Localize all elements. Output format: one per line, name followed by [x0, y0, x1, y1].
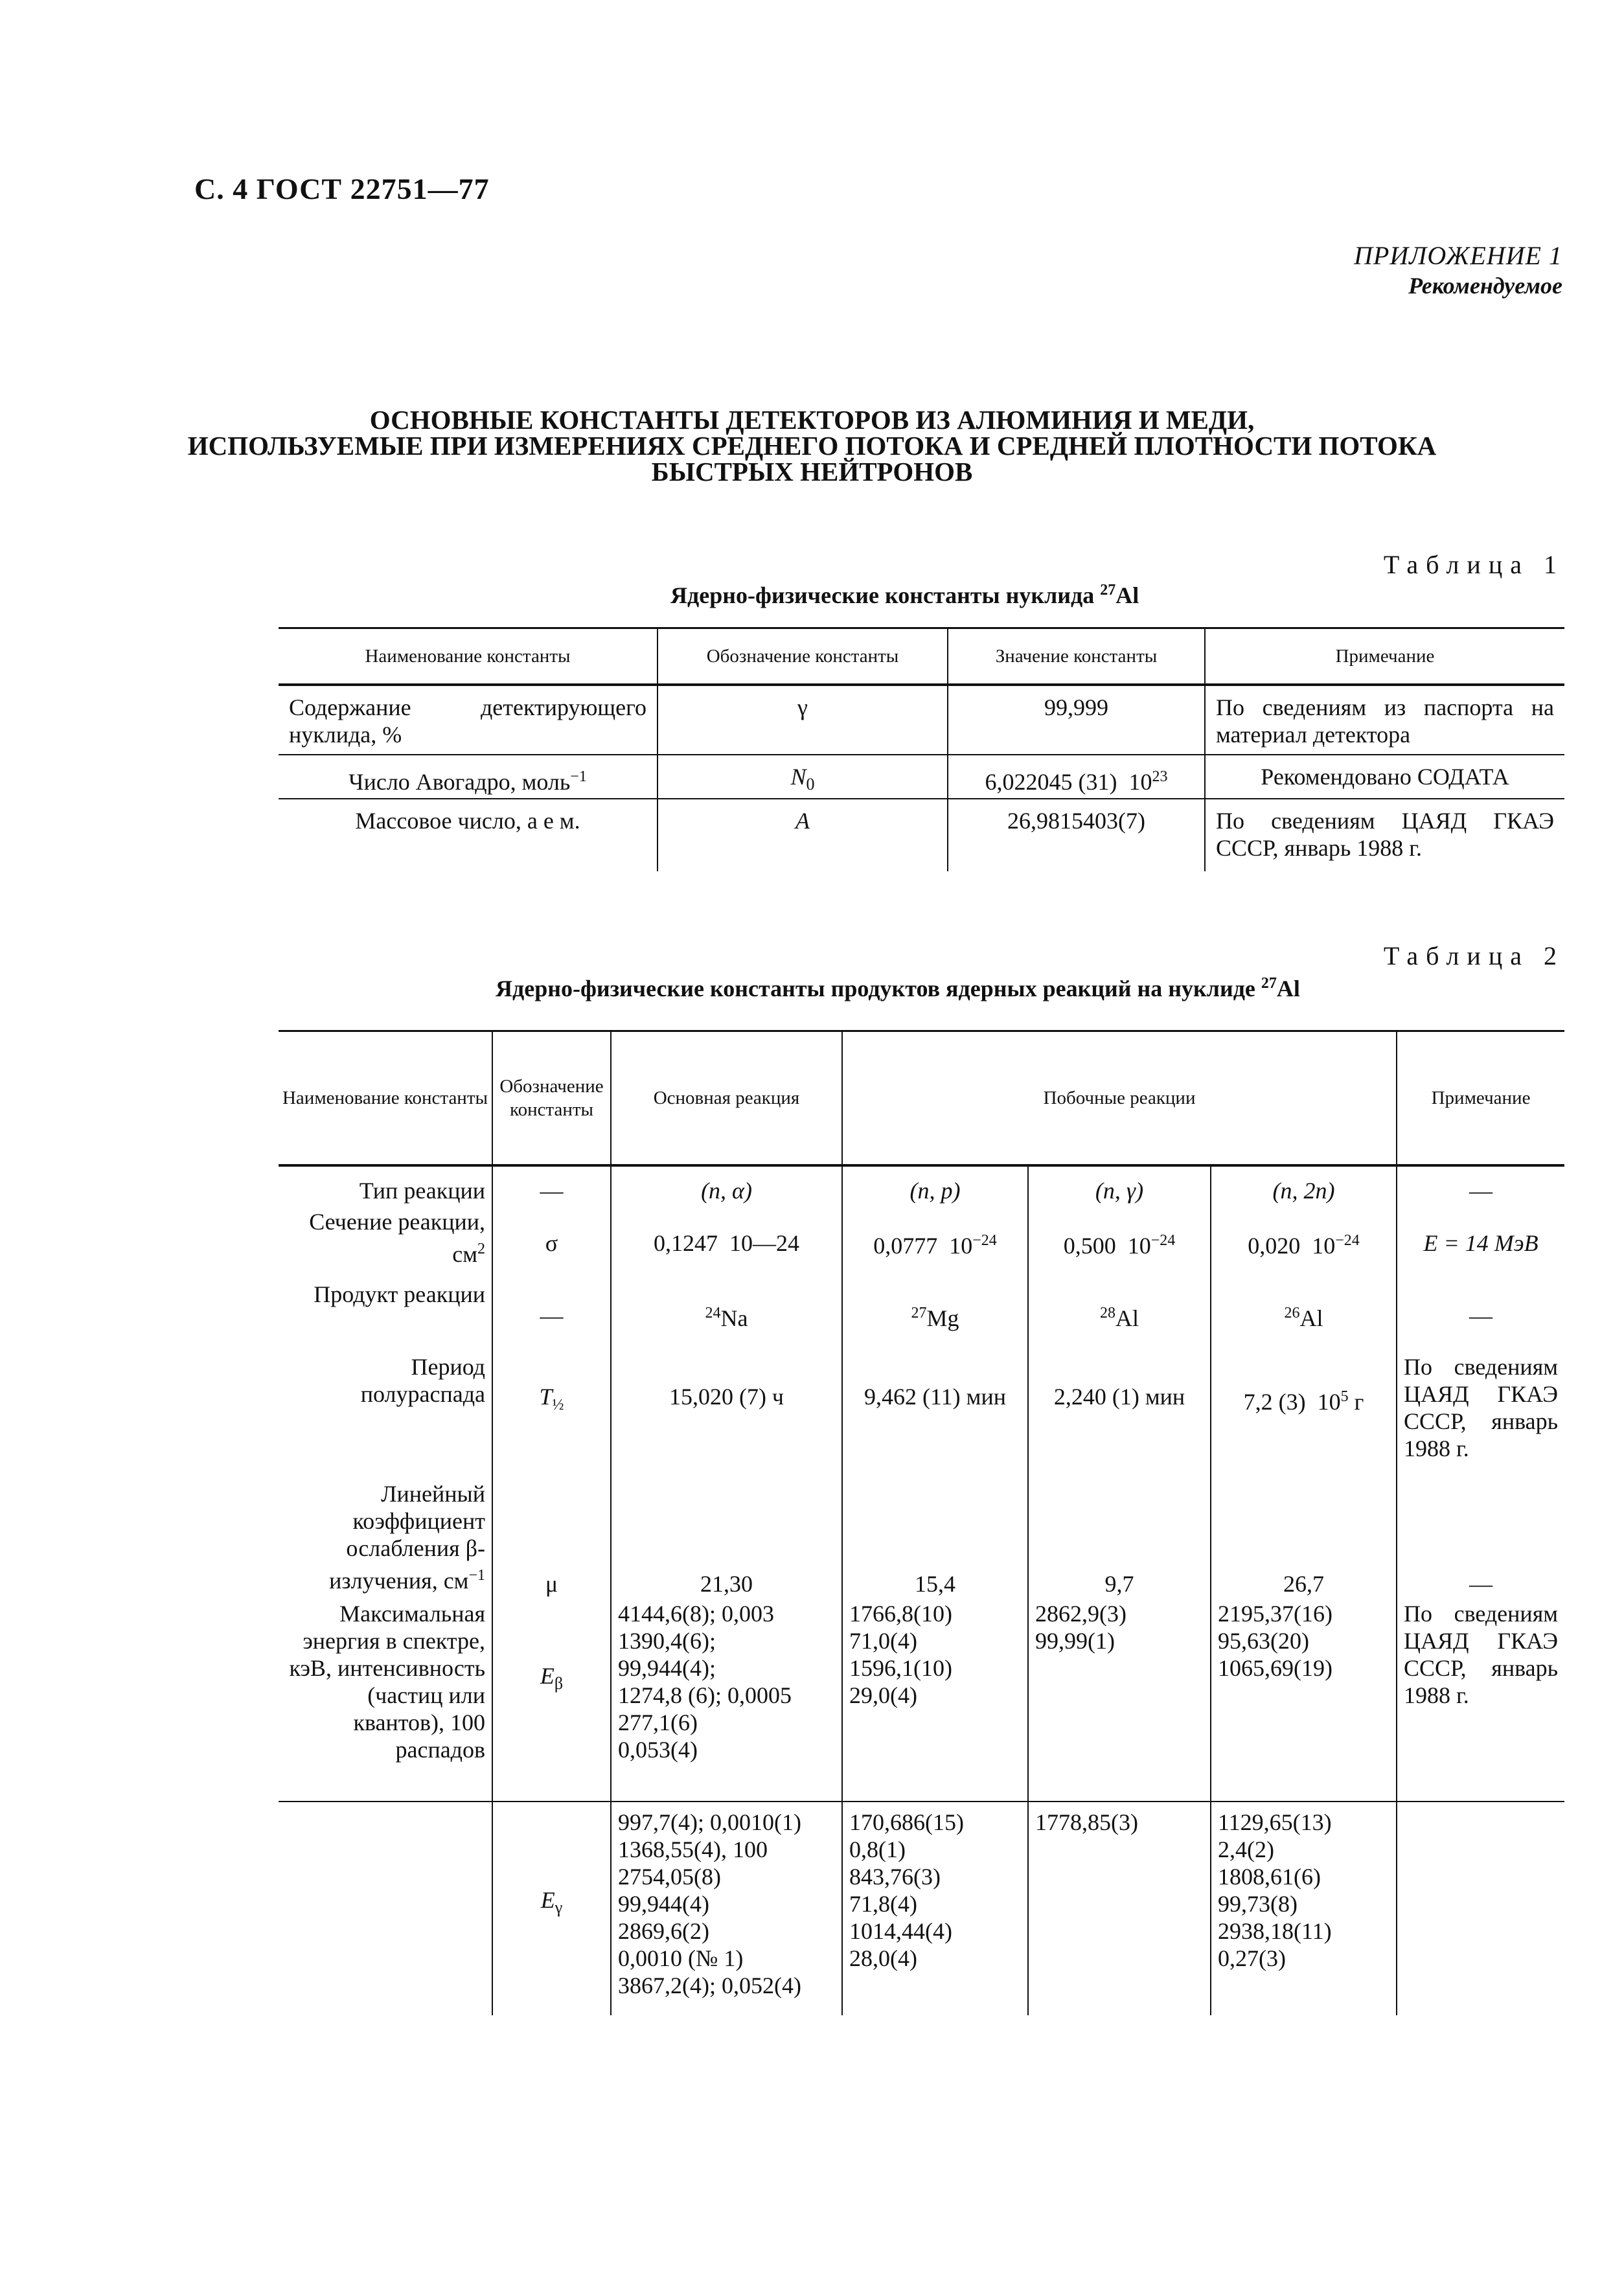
table2-header-note: Примечание	[1397, 1031, 1564, 1166]
table1-row2-symbol-sub: 0	[806, 775, 815, 794]
t2-gamma-symbol	[492, 1802, 611, 2015]
appendix-block	[1354, 241, 1562, 301]
t2-gamma-name-empty	[279, 1802, 492, 2015]
table1-row2-name-sup: −1	[570, 768, 587, 785]
t2-type-main: (n, α)	[611, 1165, 842, 1206]
list-item: 99,99(1)	[1035, 1628, 1115, 1654]
list-item: 95,63(20)	[1218, 1628, 1309, 1654]
t2-product-s1-mass: 27	[911, 1305, 927, 1322]
t2-atten-s3: 26,7	[1211, 1478, 1397, 1597]
t2-product-s3	[1211, 1278, 1397, 1351]
table-row	[279, 799, 1564, 871]
t2-xs-name-sup: 2	[477, 1241, 485, 1257]
table1-row2-symbol-text: N	[790, 764, 806, 790]
t2-xs-s3-text: 0,020 10	[1248, 1233, 1336, 1259]
table1-row2-name	[279, 755, 658, 799]
t2-halflife-s2: 2,240 (1) мин	[1028, 1351, 1211, 1478]
t2-gamma-main	[611, 1802, 842, 2015]
t2-xs-name-text: Сечение реакции, см	[309, 1209, 485, 1267]
t2-product-note: —	[1397, 1278, 1564, 1351]
t2-type-s2: (n, γ)	[1028, 1165, 1211, 1206]
table2-header-side: Побочные реакции	[842, 1031, 1397, 1166]
document-title	[0, 407, 1624, 485]
t2-atten-name-text: Линейный коэффициент ослабления β-излучения, см	[329, 1481, 485, 1594]
list-item: 71,8(4)	[849, 1891, 917, 1917]
list-item: 99,944(4);	[618, 1655, 716, 1681]
t2-beta-symbol-text: E	[540, 1663, 555, 1689]
t2-beta-symbol-sub: β	[554, 1674, 564, 1693]
t2-type-symbol: —	[492, 1165, 611, 1206]
t2-beta-main	[611, 1597, 842, 1802]
table2-header-main: Основная реакция	[611, 1031, 842, 1166]
list-item: 1065,69(19)	[1218, 1655, 1332, 1681]
list-item: 2938,18(11)	[1218, 1918, 1332, 1944]
t2-product-name: Продукт реакции	[314, 1281, 485, 1307]
list-item: 99,944(4)	[618, 1891, 709, 1917]
table1-row1-name: Содержание детектирующего нуклида, %	[279, 685, 658, 755]
table1-row2-value-text: 6,022045 (31) 10	[985, 769, 1152, 795]
list-item: 0,27(3)	[1218, 1945, 1286, 1971]
t2-atten-name	[279, 1478, 492, 1597]
t2-product-s1-el: Mg	[926, 1305, 959, 1331]
list-item: 1014,44(4)	[849, 1918, 952, 1944]
list-item: 2754,05(8)	[618, 1864, 721, 1890]
t2-xs-symbol: σ	[492, 1206, 611, 1278]
t2-type-s1: (n, p)	[842, 1165, 1028, 1206]
t2-xs-main-text: 0,1247 10—24	[654, 1230, 799, 1256]
title-line-1: ОСНОВНЫЕ КОНСТАНТЫ ДЕТЕКТОРОВ ИЗ АЛЮМИНИЯ И МЕДИ,	[369, 405, 1255, 435]
list-item: 2,4(2)	[1218, 1836, 1274, 1862]
list-item: 3867,2(4); 0,052(4)	[618, 1973, 801, 1998]
list-item: 2862,9(3)	[1035, 1601, 1127, 1627]
t2-beta-s1	[842, 1597, 1028, 1802]
t2-xs-note: E = 14 МэВ	[1397, 1206, 1564, 1278]
table1-row1-value: 99,999	[948, 685, 1205, 755]
t2-halflife-symbol-sub: ½	[552, 1397, 564, 1414]
list-item: 997,7(4); 0,0010(1)	[618, 1809, 801, 1835]
list-item: 0,0010 (№ 1)	[618, 1945, 744, 1971]
table1-row3-name: Массовое число, а е м.	[355, 808, 580, 834]
t2-xs-name	[279, 1206, 492, 1278]
title-line-3: БЫСТРЫХ НЕЙТРОНОВ	[651, 457, 973, 486]
t2-beta-s2	[1028, 1597, 1211, 1802]
t2-halflife-s3-sup: 5	[1340, 1388, 1349, 1405]
table1-header-value: Значение константы	[948, 628, 1205, 685]
t2-atten-symbol: μ	[492, 1478, 611, 1597]
t2-halflife-s3-unit: г	[1348, 1389, 1364, 1415]
list-item: 29,0(4)	[849, 1682, 917, 1708]
t2-xs-main	[611, 1206, 842, 1278]
list-item: 4144,6(8); 0,003	[618, 1601, 774, 1627]
table1-row1-symbol: γ	[658, 685, 948, 755]
t2-gamma-s3	[1211, 1802, 1397, 2015]
list-item: 1808,61(6)	[1218, 1864, 1321, 1890]
list-item: 71,0(4)	[849, 1628, 917, 1654]
appendix-note: Рекомендуемое	[1408, 273, 1562, 299]
table1-row3-symbol: A	[658, 799, 948, 871]
table1-header-note: Примечание	[1205, 628, 1564, 685]
t2-gamma-s2	[1028, 1802, 1211, 2015]
table1-header-symbol: Обозначение константы	[658, 628, 948, 685]
table-row	[279, 1206, 1564, 1278]
table2-label: Таблица 2	[1383, 941, 1564, 970]
t2-halflife-note: По сведениям ЦАЯД ГКАЭ СССР, январь 1988 г.	[1397, 1351, 1564, 1478]
list-item: 1129,65(13)	[1218, 1809, 1332, 1835]
table2-title	[496, 975, 1300, 1002]
t2-halflife-s1: 9,462 (11) мин	[842, 1351, 1028, 1478]
table1	[279, 627, 1564, 871]
t2-product-s2-mass: 28	[1100, 1305, 1115, 1322]
t2-xs-s1-exp: −24	[972, 1232, 997, 1249]
list-item: 0,8(1)	[849, 1836, 906, 1862]
list-item: 1368,55(4), 100	[618, 1836, 768, 1862]
table2-header-row	[279, 1031, 1564, 1166]
list-item: 28,0(4)	[849, 1945, 917, 1971]
t2-gamma-s1	[842, 1802, 1028, 2015]
t2-type-name: Тип реакции	[359, 1178, 485, 1204]
list-item: 99,73(8)	[1218, 1891, 1298, 1917]
t2-xs-s3	[1211, 1206, 1397, 1278]
t2-product-symbol: —	[492, 1278, 611, 1351]
table1-row3-note: По сведениям ЦАЯД ГКАЭ СССР, январь 1988 г.	[1205, 799, 1564, 871]
table1-row2-note: Рекомендовано СОДАТА	[1205, 755, 1564, 799]
t2-atten-s2: 9,7	[1028, 1478, 1211, 1597]
table-row	[279, 1165, 1564, 1206]
list-item: 170,686(15)	[849, 1809, 964, 1835]
t2-halflife-s3-text: 7,2 (3) 10	[1243, 1389, 1341, 1415]
table1-header-name: Наименование константы	[279, 628, 658, 685]
t2-gamma-symbol-text: E	[540, 1887, 555, 1913]
t2-xs-s2-text: 0,500 10	[1063, 1233, 1151, 1259]
t2-atten-name-sup: −1	[468, 1567, 485, 1584]
table2-header-name: Наименование константы	[279, 1031, 492, 1166]
table1-nuclide: Al	[1115, 582, 1139, 608]
table1-row2-value-sup: 23	[1152, 768, 1168, 785]
table-row	[279, 755, 1564, 799]
table-row	[279, 1351, 1564, 1478]
t2-atten-note: —	[1397, 1478, 1564, 1597]
list-item: 1390,4(6);	[618, 1628, 716, 1654]
list-item: 1274,8 (6); 0,0005	[618, 1682, 792, 1708]
table2	[279, 1030, 1564, 2015]
t2-product-s3-mass: 26	[1284, 1305, 1300, 1322]
t2-halflife-name: Период полураспада	[360, 1354, 485, 1407]
table-row	[279, 1597, 1564, 1802]
table1-row2-value	[948, 755, 1205, 799]
title-line-2: ИСПОЛЬЗУЕМЫЕ ПРИ ИЗМЕРЕНИЯХ СРЕДНЕГО ПОТОКА И СРЕДНЕЙ ПЛОТНОСТИ ПОТОКА	[187, 431, 1437, 461]
t2-halflife-s3	[1211, 1351, 1397, 1478]
list-item: 1766,8(10)	[849, 1601, 952, 1627]
table1-nuclide-mass: 27	[1100, 582, 1116, 599]
t2-product-main-el: Na	[720, 1305, 748, 1331]
t2-beta-name: Максимальная энергия в спектре, кэВ, интенсивность (частиц или квантов), 100 распадов	[289, 1601, 485, 1763]
table2-nuclide: Al	[1276, 976, 1300, 1001]
t2-beta-s3	[1211, 1597, 1397, 1802]
t2-product-s3-el: Al	[1299, 1305, 1323, 1331]
t2-xs-s1	[842, 1206, 1028, 1278]
t2-beta-note: По сведениям ЦАЯД ГКАЭ СССР, январь 1988 г.	[1397, 1597, 1564, 1802]
t2-xs-s1-text: 0,0777 10	[873, 1233, 973, 1259]
t2-product-main	[611, 1278, 842, 1351]
table1-title	[670, 582, 1139, 609]
t2-product-s2-el: Al	[1115, 1305, 1139, 1331]
table-row	[279, 685, 1564, 755]
table1-row3-value: 26,9815403(7)	[948, 799, 1205, 871]
table1-row2-symbol	[658, 755, 948, 799]
list-item: 0,053(4)	[618, 1737, 698, 1763]
t2-halflife-main: 15,020 (7) ч	[611, 1351, 842, 1478]
table2-nuclide-mass: 27	[1261, 975, 1277, 992]
table1-title-text: Ядерно-физические константы нуклида	[670, 582, 1095, 608]
t2-halflife-symbol	[492, 1351, 611, 1478]
appendix-label: ПРИЛОЖЕНИЕ 1	[1354, 241, 1562, 270]
list-item: 1778,85(3)	[1035, 1809, 1138, 1835]
table1-row1-note: По сведениям из паспорта на материал детектора	[1205, 685, 1564, 755]
list-item: 277,1(6)	[618, 1710, 698, 1735]
t2-beta-symbol	[492, 1597, 611, 1802]
t2-gamma-note-empty	[1397, 1802, 1564, 2015]
list-item: 2869,6(2)	[618, 1918, 709, 1944]
t2-halflife-symbol-text: T	[539, 1384, 553, 1410]
t2-product-s2	[1028, 1278, 1211, 1351]
table2-header-symbol: Обозначение константы	[492, 1031, 611, 1166]
table-row	[279, 1278, 1564, 1351]
list-item: 2195,37(16)	[1218, 1601, 1332, 1627]
t2-type-note: —	[1397, 1165, 1564, 1206]
t2-atten-main: 21,30	[611, 1478, 842, 1597]
page-header: С. 4 ГОСТ 22751—77	[194, 172, 490, 205]
table2-title-text: Ядерно-физические константы продуктов ядерных реакций на нуклиде	[496, 976, 1255, 1001]
list-item: 843,76(3)	[849, 1864, 941, 1890]
t2-atten-s1: 15,4	[842, 1478, 1028, 1597]
table-row	[279, 1478, 1564, 1597]
t2-xs-s3-exp: −24	[1335, 1232, 1360, 1249]
t2-xs-s2	[1028, 1206, 1211, 1278]
t2-product-s1	[842, 1278, 1028, 1351]
table1-header-row	[279, 628, 1564, 685]
table1-row2-name-text: Число Авогадро, моль	[349, 769, 571, 795]
t2-xs-s2-exp: −24	[1150, 1232, 1176, 1249]
table-row	[279, 1802, 1564, 2015]
list-item: 1596,1(10)	[849, 1655, 952, 1681]
t2-type-s3: (n, 2n)	[1211, 1165, 1397, 1206]
t2-gamma-symbol-sub: γ	[555, 1898, 563, 1917]
table1-label: Таблица 1	[1383, 550, 1564, 579]
t2-product-main-mass: 24	[705, 1305, 721, 1322]
